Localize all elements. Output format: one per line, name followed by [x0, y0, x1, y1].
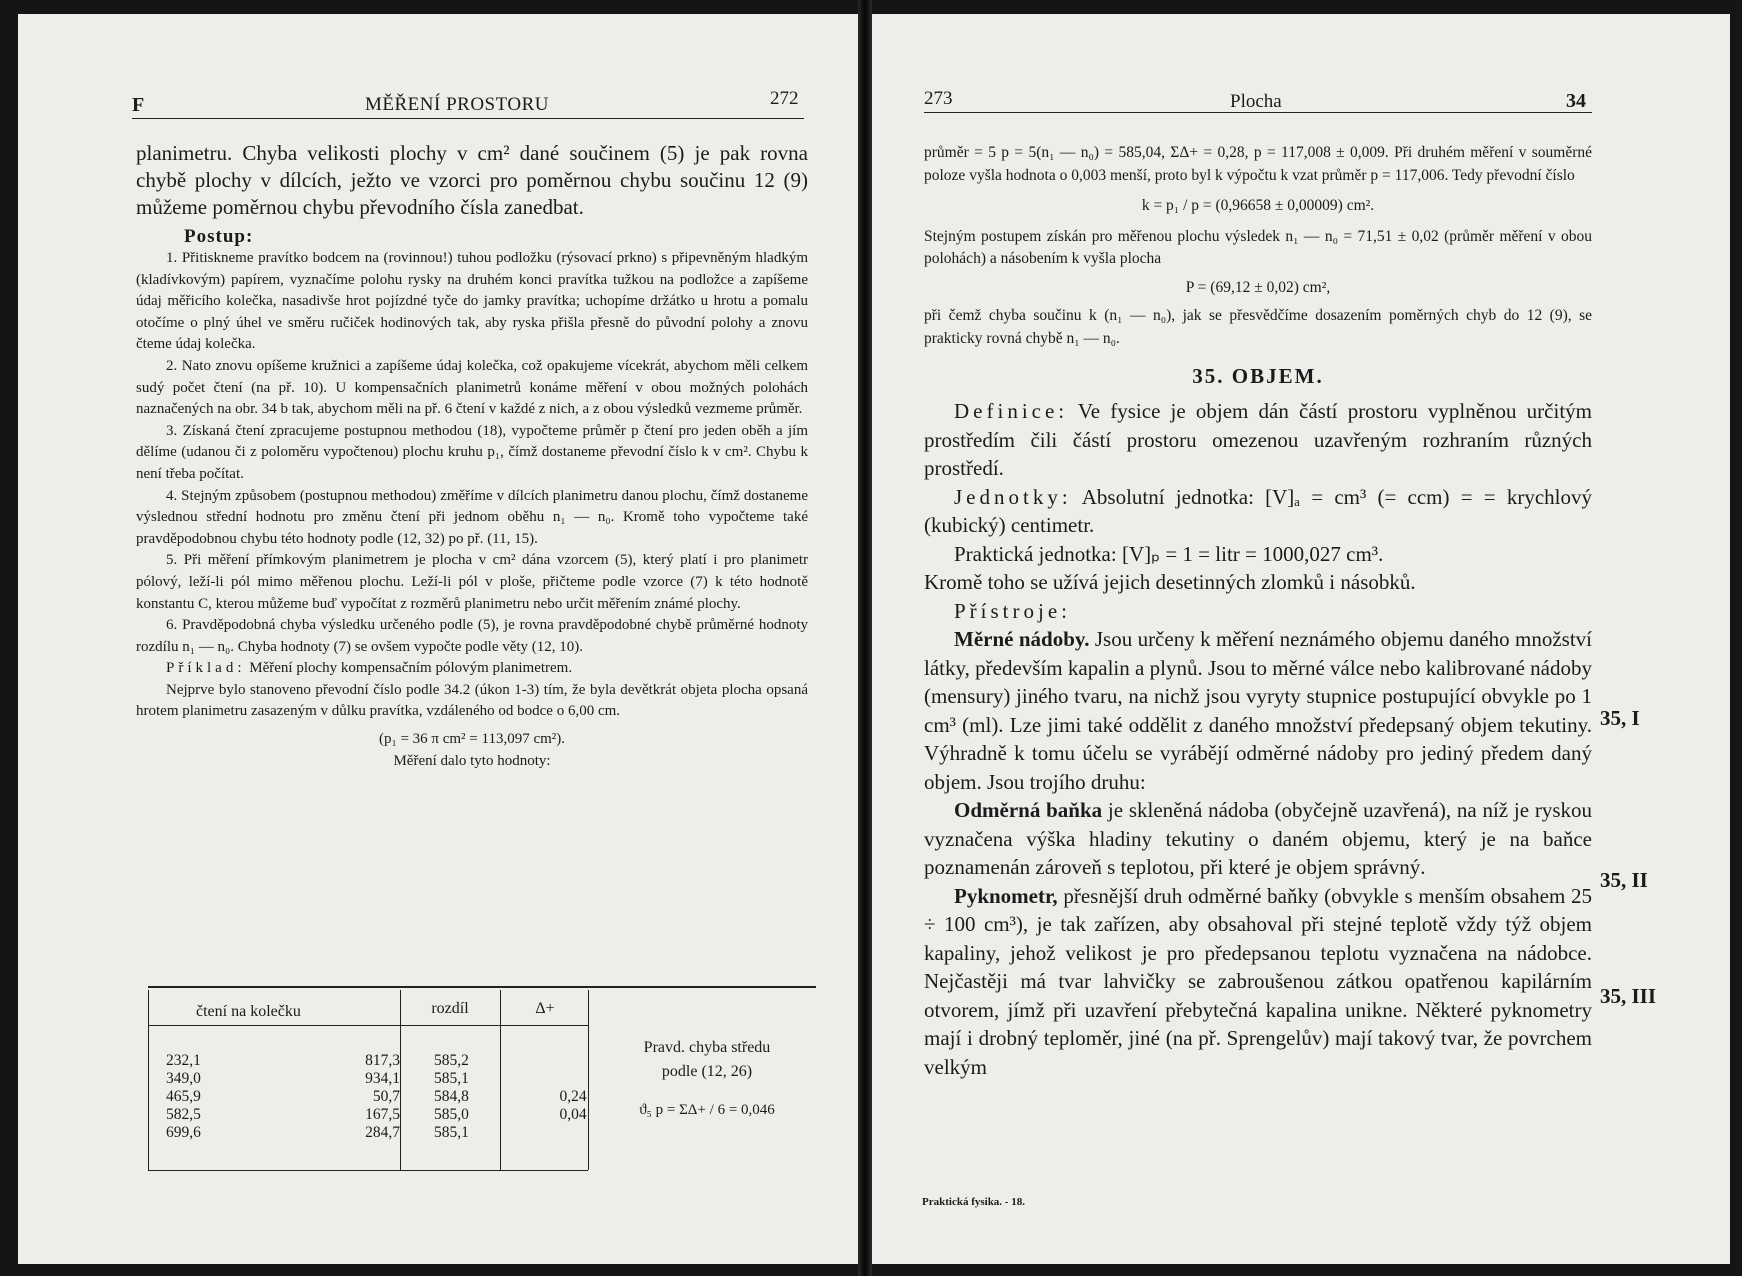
jednotky-label: Jednotky:: [954, 484, 1072, 509]
odmerna-text: je skleněná nádoba (obyčejně uzavřená), na níž je ryskou vyznačena výška hladiny tekutiny o daném objemu, který je na baňce poznamenán zároveň s teplotou, při které je objem správný.: [924, 798, 1592, 879]
definice-label: Definice:: [954, 399, 1069, 423]
table-header-cteni: čtení na kolečku: [196, 1003, 301, 1020]
margin-label-35-2: 35, II: [1600, 868, 1648, 892]
table-cell: 0,04: [559, 1106, 587, 1123]
right-body: [924, 142, 1592, 1081]
left-body: [136, 140, 808, 772]
jednotky-paragraph: [924, 483, 1592, 540]
side-formula: ϑ₅ p = ΣΔ+ / 6 = 0,046: [639, 1102, 775, 1118]
table-cell: 582,5: [166, 1106, 201, 1123]
table-caption: Měření dalo tyto hodnoty:: [393, 752, 551, 769]
right-paragraph-2: Stejným postupem získán pro měřenou plochu výsledek n₁ — n₀ = 71,51 ± 0,02 (průměr měření v obou polohách) a násobením k vyšla plocha: [924, 227, 1592, 267]
area-formula: (p₁ = 36 π cm² = 113,097 cm²).: [378, 731, 566, 748]
priklad-text: Měření plochy kompensačním pólovým planimetrem.: [249, 660, 573, 677]
step-5: 5. Při měření přímkovým planimetrem je plocha v cm² dána vzorcem (5), který platí i pro planimetr pólový, leží-li pól mimo měřenou plochu. Leží-li pól v ploše, přičteme podle vzorce (7) k této hodnotě konstantu C, kterou můžeme buď vypočítat z rozměrů planimetru nebo určit měřením známé plochy.: [136, 552, 808, 612]
page-footer: Praktická fysika. - 18.: [922, 1196, 1025, 1208]
side-label-1: Pravd. chyba středu: [643, 1039, 771, 1056]
priklad-line: [136, 658, 808, 680]
left-intro: planimetru. Chyba velikosti plochy v cm² dané součinem (5) je pak rovna chybě plochy v dílcích, ježto ve vzorci pro poměrnou chybu součinu 12 (9) můžeme poměrnou chybu převodního čísla zanedbat.: [136, 141, 808, 219]
prakticka-jednotka: Praktická jednotka: [V]ₚ = 1 = litr = 1000,027 cm³.: [954, 541, 1384, 566]
table-cell: 349,0: [166, 1070, 201, 1087]
right-page-number: 273: [924, 88, 953, 109]
table-cell: 232,1: [166, 1052, 201, 1069]
table-cell: 50,7: [372, 1088, 400, 1105]
table-left-border: [148, 990, 149, 1170]
merne-text: Jsou určeny k měření neznámého objemu daného množství látky, především kapalin a plynů. Jsou to měrné válce nebo kalibrované nádoby (mensury) jiného tvaru, na nichž jsou vyryty stupnice postupující obvykle po 1 cm³ (ml). Lze jimi také oddělit z daného množství předepsaný objem tekutiny. Výhradně k tomu účelu se vyrábějí odměrné nádoby pro jediný předem daný objem. Jsou trojího druhu:: [924, 627, 1592, 794]
table-cell: 0,24: [559, 1088, 587, 1105]
table-cell: 167,5: [365, 1106, 400, 1123]
step-4: 4. Stejným způsobem (postupnou methodou) změříme v dílcích planimetru danou plochu, čímž dostaneme výslednou střední hodnotu pro změnu čtení při jednom oběhu n₁ — n₀. Kromě toho vypočteme také pravděpodobnou chybu této hodnoty podle (12, 32) po př. (11, 15).: [136, 487, 808, 547]
table-cell: 585,1: [434, 1070, 469, 1087]
table-cell: 585,2: [434, 1052, 469, 1069]
measurement-table: [160, 1052, 618, 1142]
table-row: [160, 1070, 618, 1088]
step-6: 6. Pravděpodobná chyba výsledku určeného podle (5), je rovna pravděpodobné chybě průměrné hodnoty rozdílu n₁ — n₀. Chyba hodnoty (7) se ovšem vypočte podle věty (12, 10).: [136, 617, 808, 655]
odmerna-title: Odměrná baňka: [954, 798, 1103, 822]
table-bottom-rule: [148, 1170, 588, 1171]
table-header-rule: [148, 1025, 588, 1026]
table-header-delta: Δ+: [535, 1000, 555, 1017]
pyknometr-title: Pyknometr,: [954, 883, 1058, 908]
postup-label: Postup:: [184, 226, 254, 247]
left-header-title: MĚŘENÍ PROSTORU: [365, 94, 549, 115]
table-cell: 817,3: [365, 1052, 400, 1069]
side-label-2: podle (12, 26): [661, 1063, 753, 1080]
right-paragraph-3: při čemž chyba součinu k (n₁ — n₀), jak se přesvědčíme dosazením poměrných chyb do 12 (9), se prakticky rovná chybě n₁ — n₀.: [924, 307, 1592, 347]
step-1: 1. Přitiskneme pravítko bodcem na (rovinnou!) tuhou podložku (rýsovací prkno) s připevněným hladkým (kladívkovým) papírem, vyznačíme polohu rysky na druhém konci pravítka tužkou na podložce a zapíšeme údaj měřicího kolečka, nasadivše hrot pojízdné tyče do jamky pravítka; uchopíme držátko u hrotu a pomalu otočíme o plný úhel ve směru ručiček hodinových tak, aby ryska přišla přesně do původní polohy a znovu čteme údaj kolečka.: [136, 250, 808, 353]
jednotky-text: Absolutní jednotka: [V]ₐ = cm³ (= ccm) = = krychlový (kubický) centimetr.: [924, 484, 1592, 537]
table-row: [160, 1106, 618, 1124]
merne-title: Měrné nádoby.: [954, 627, 1090, 651]
table-cell: 465,9: [166, 1088, 201, 1105]
right-header-number: 34: [1566, 90, 1586, 112]
table-row: [160, 1088, 618, 1106]
krome-line: Kromě toho se užívá jejich desetinných zlomků i násobků.: [924, 570, 1416, 594]
formula-P: P = (69,12 ± 0,02) cm²,: [1185, 278, 1331, 296]
table-side-note: [596, 1036, 818, 1122]
pyknometr-text: přesnější druh odměrné baňky (obvykle s menším obsahem 25 ÷ 100 cm³), je tak zařízen, aby obsahoval při stejné teplotě vždy týž objem kapaliny, jehož velikost je pro předepsanou teplotu vyznačena na nádobce. Nejčastěji má tvar lahvičky se zabroušenou zátkou opatřenou kapilárním otvorem, jímž při uzavření přebytečná kapalina unikne. Některé pyknometry mají i drobný teploměr, jiné (na př. Sprengelův) mají takový tvar, že povrchem velkým: [924, 883, 1592, 1079]
left-page-number: 272: [770, 88, 799, 109]
odmerna-paragraph: [924, 796, 1592, 882]
step-3: 3. Získaná čtení zpracujeme postupnou methodou (18), vypočteme průměr p čtení pro jeden oběh a jím dělíme (udanou či z poloměru vypočtenou) plochu kruhu p₁, čímž dostaneme převodní číslo k v cm². Chybu k není třeba počítat.: [136, 422, 808, 482]
left-header-letter: F: [132, 94, 145, 116]
margin-label-35-1: 35, I: [1600, 706, 1640, 730]
merne-paragraph: [924, 625, 1592, 796]
margin-label-35-3: 35, III: [1600, 984, 1657, 1008]
table-cell: 585,0: [434, 1106, 469, 1123]
priklad-paragraph: Nejprve bylo stanoveno převodní číslo podle 34.2 (úkon 1-3) tím, že byla devětkrát objeta plocha opsaná hrotem planimetru zasazeným v důlku pravítka, vzdáleného od bodce o 6,00 cm.: [136, 681, 808, 720]
priklad-label: Příklad:: [166, 660, 246, 677]
table-cell: 699,6: [166, 1124, 201, 1141]
section-title: 35. OBJEM.: [1192, 364, 1324, 388]
table-row: [160, 1124, 618, 1142]
step-2: 2. Nato znovu opíšeme kružnici a zapíšeme údaj kolečka, což opakujeme vícekrát, abychom měli celkem sudý počet čtení (na př. 10). U kompensačních planimetrů konáme měření v obou možných polohách naznačených na obr. 34 b tak, abychom měli na př. 6 čtení v každé z nich, a z obou výsledků vezmeme průměr.: [136, 357, 808, 418]
definice-paragraph: [924, 397, 1592, 483]
table-cell: 284,7: [365, 1124, 400, 1141]
table-cell: 585,1: [434, 1124, 469, 1141]
left-header-rule: [132, 118, 804, 119]
book-gutter: [858, 0, 872, 1276]
pristroje-label: Přístroje:: [954, 598, 1071, 623]
right-header-title: Plocha: [1230, 91, 1282, 112]
table-cell: 584,8: [434, 1088, 469, 1105]
table-header-rozdil: rozdíl: [431, 1000, 469, 1017]
table-row: [160, 1052, 618, 1070]
pyknometr-paragraph: [924, 882, 1592, 1082]
definice-text: Ve fysice je objem dán částí prostoru vyplněnou určitým prostředím čili částí prostoru omezenou uzavřeným rozhraním různých prostředí.: [924, 399, 1592, 480]
right-header-rule: [924, 112, 1592, 113]
table-cell: 934,1: [365, 1070, 400, 1087]
table-cell: [528, 1124, 618, 1142]
table-top-rule: [148, 986, 816, 988]
formula-k: k = p₁ / p = (0,96658 ± 0,00009) cm².: [1141, 197, 1375, 214]
right-paragraph-1: průměr = 5 p = 5(n₁ — n₀) = 585,04, ΣΔ+ = 0,28, p = 117,008 ± 0,009. Při druhém měření v souměrné poloze vyšla hodnota o 0,003 menší, proto byl k výpočtu k vzat průměr p = 117,006. Tedy převodní číslo: [924, 144, 1592, 184]
